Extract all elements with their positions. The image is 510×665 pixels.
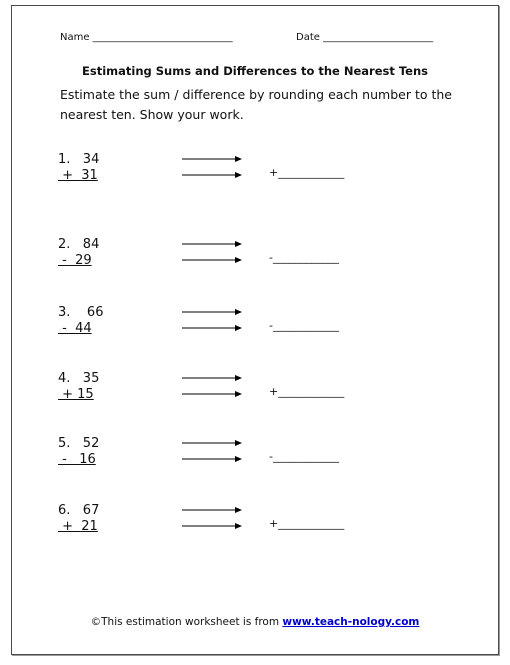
problem-4 <box>58 371 488 415</box>
instructions: Estimate the sum / difference by rounding each number to the nearest ten. Show your work. <box>60 87 452 122</box>
footer-link[interactable]: www.teach-nology.com <box>282 616 420 628</box>
problem-6-second-number: + 21 <box>58 519 98 534</box>
worksheet-title: Estimating Sums and Differences to the Nearest Tens <box>82 64 428 78</box>
arrow-right-icon <box>182 240 242 248</box>
arrow-right-icon <box>182 374 242 382</box>
footer-text: ©This estimation worksheet is from <box>90 616 283 628</box>
problem-5-answer-blank: -____________ <box>269 450 339 463</box>
problem-5-second-number: - 16 <box>58 452 96 467</box>
problem-1-answer-blank: +____________ <box>269 166 345 179</box>
arrow-right-icon <box>182 522 242 530</box>
problem-2-second-number: - 29 <box>58 253 92 268</box>
problem-2-answer-blank: -____________ <box>269 251 339 264</box>
problem-6 <box>58 503 488 547</box>
worksheet-page <box>11 5 499 655</box>
problem-3-first-number: 3. 66 <box>58 305 104 320</box>
problem-6-first-number: 6. 67 <box>58 503 100 518</box>
problem-1-first-number: 1. 34 <box>58 152 100 167</box>
date-field-label: Date ______________________ <box>296 32 434 43</box>
problem-3 <box>58 305 488 349</box>
problem-4-second-number: + 15 <box>58 387 94 402</box>
arrow-right-icon <box>182 439 242 447</box>
problem-1-second-number: + 31 <box>58 168 98 183</box>
arrow-right-icon <box>182 324 242 332</box>
arrow-right-icon <box>182 171 242 179</box>
problem-5 <box>58 436 488 480</box>
problem-6-answer-blank: +____________ <box>269 517 345 530</box>
problem-4-answer-blank: +____________ <box>269 385 345 398</box>
arrow-right-icon <box>182 308 242 316</box>
problem-5-first-number: 5. 52 <box>58 436 100 451</box>
problem-2 <box>58 237 488 281</box>
arrow-right-icon <box>182 455 242 463</box>
problem-4-first-number: 4. 35 <box>58 371 100 386</box>
problem-3-second-number: - 44 <box>58 321 92 336</box>
arrow-right-icon <box>182 155 242 163</box>
problem-2-first-number: 2. 84 <box>58 237 100 252</box>
arrow-right-icon <box>182 256 242 264</box>
arrow-right-icon <box>182 390 242 398</box>
footer <box>12 616 498 628</box>
problem-3-answer-blank: -____________ <box>269 319 339 332</box>
arrow-right-icon <box>182 506 242 514</box>
name-field-label: Name ____________________________ <box>60 32 233 43</box>
problem-1 <box>58 152 488 196</box>
